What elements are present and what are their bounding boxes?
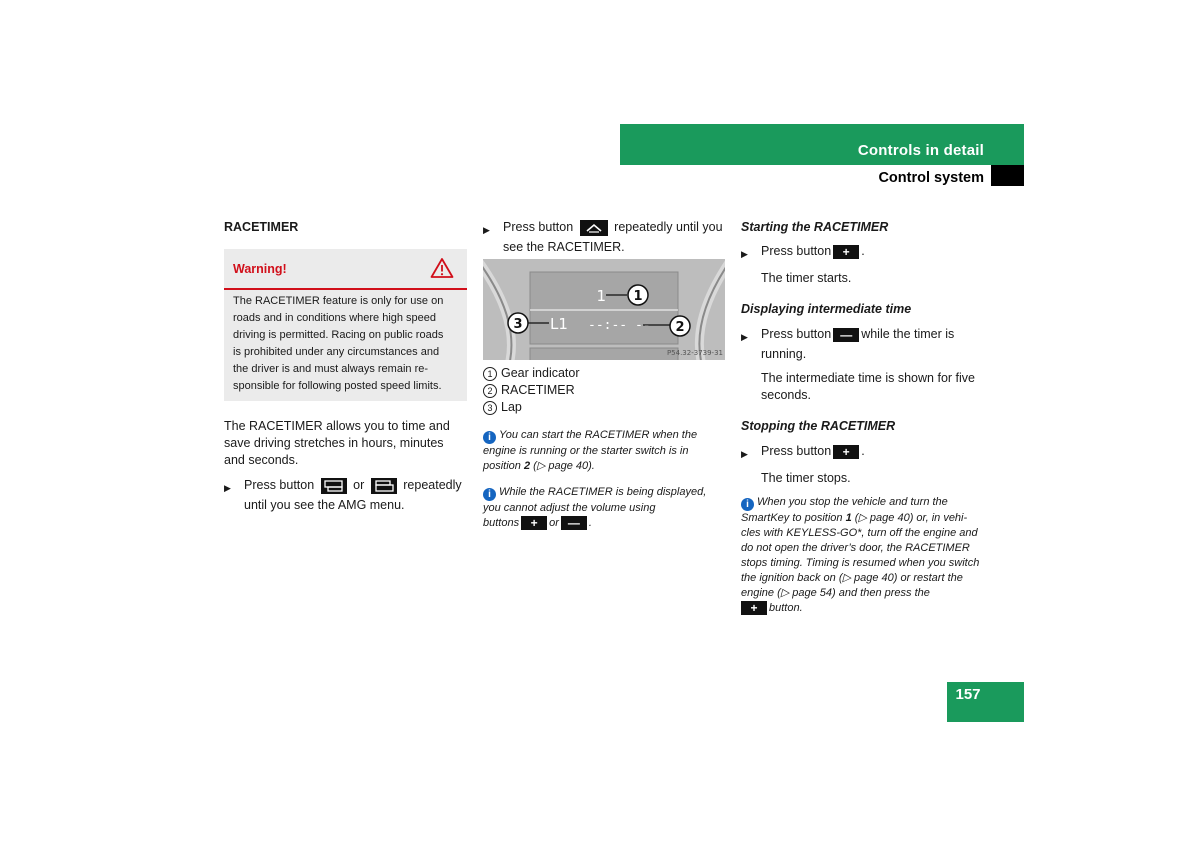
racetimer-heading: RACETIMER: [224, 220, 299, 234]
minus-button-icon: —: [833, 328, 859, 342]
step-stop: ▶ Press button + . The timer stops.: [741, 444, 865, 485]
legend-item: 1 Gear indicator: [483, 365, 723, 382]
step-start: ▶ Press button + . The timer starts.: [741, 244, 865, 285]
info-icon: i: [483, 431, 496, 444]
figure-legend: [483, 365, 723, 416]
header-marker: [991, 165, 1024, 186]
info-icon: i: [483, 488, 496, 501]
bullet-icon: ▶: [741, 449, 748, 459]
svg-text:1: 1: [633, 289, 643, 304]
info-note-stop: i When you stop the vehicle and turn the SmartKey to position 1 (▷ page 40) or, in vehi- cles with KEYLESS-GO*, turn off the engine and do not open the driver’s door, the RACETIMER stops timing. Timing is resumed when you switch the ignition back on (▷ page 40) or restart the engine (▷ page 54) and then press the + button.: [741, 496, 980, 616]
plus-button-icon: +: [741, 601, 767, 615]
legend-item: 2 RACETIMER: [483, 382, 723, 399]
minus-button-icon: —: [561, 516, 587, 530]
info-icon: i: [741, 498, 754, 511]
intermediate-heading: Displaying intermediate time: [741, 302, 912, 316]
timer-value: --:-- --: [588, 318, 651, 333]
svg-text:2: 2: [675, 320, 685, 335]
bullet-icon: ▶: [741, 249, 748, 259]
plus-button-icon: +: [833, 245, 859, 259]
bullet-icon: ▶: [741, 332, 748, 342]
menu-prev-button-icon: [321, 478, 347, 494]
plus-button-icon: +: [833, 445, 859, 459]
stopping-heading: Stopping the RACETIMER: [741, 419, 896, 433]
warning-title: Warning!: [233, 262, 287, 276]
svg-text:3: 3: [513, 317, 523, 332]
warning-divider: [224, 288, 467, 290]
lap-value: L1: [550, 315, 568, 333]
info-note-start: i You can start the RACETIMER when the engine is running or the starter switch is in position 2 (▷ page 40).: [483, 429, 698, 472]
step-amg-menu: ▶ Press button or repeatedly until you see the AMG menu.: [224, 478, 462, 512]
legend-item: 3 Lap: [483, 399, 723, 416]
section-subtitle: Control system: [878, 170, 984, 186]
section-title: Controls in detail: [857, 142, 984, 159]
plus-button-icon: +: [521, 516, 547, 530]
step-show-racetimer: ▶ Press button repeatedly until you see the RACETIMER.: [483, 220, 723, 254]
page-number: 157: [955, 686, 981, 703]
info-note-volume: i While the RACETIMER is being displayed, you cannot adjust the volume using buttons + or — .: [483, 486, 707, 531]
instrument-cluster-figure: [483, 259, 725, 360]
menu-next-button-icon: [371, 478, 397, 494]
step-intermediate: ▶ Press button — while the timer is running. The intermediate time is shown for five seconds.: [741, 327, 975, 402]
bullet-icon: ▶: [224, 483, 231, 493]
warning-text: The RACETIMER feature is only for use on roads and in conditions where high speed driving is permitted. Racing on public roads is prohibited under any circumstances and the driver is and must always remain re- sponsible for following posted speed limits.: [233, 295, 444, 393]
gear-indicator-value: 1: [596, 287, 606, 305]
up-button-icon: [580, 220, 608, 236]
warning-triangle-icon: [430, 257, 454, 279]
figure-code: P54.32-3739-31: [666, 349, 723, 357]
bullet-icon: ▶: [483, 225, 490, 235]
starting-heading: Starting the RACETIMER: [741, 220, 889, 234]
racetimer-intro: The RACETIMER allows you to time and save driving stretches in hours, minutes and seconds.: [224, 419, 450, 467]
